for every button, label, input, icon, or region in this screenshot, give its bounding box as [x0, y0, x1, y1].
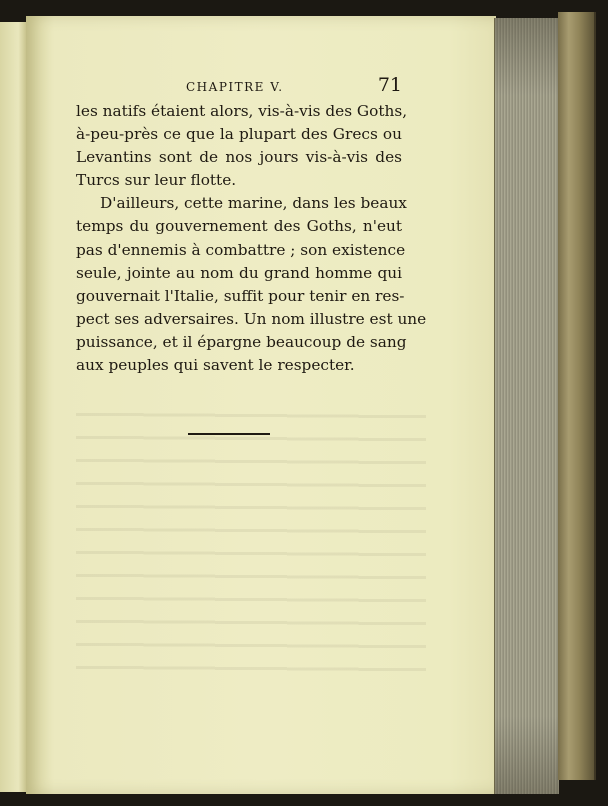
text-line: pect ses adversaires. Un nom illustre est une — [76, 309, 427, 328]
running-head — [76, 76, 402, 98]
text-line: pas d'ennemis à combattre ; son existence — [76, 240, 406, 259]
book-cover-edge — [558, 12, 596, 780]
chapter-label: CHAPITRE V. — [186, 80, 284, 94]
text-line: D'ailleurs, cette marine, dans les beaux — [100, 194, 407, 213]
text-line: Levantins sont de nos jours vis-à-vis des — [76, 148, 402, 167]
text-line: Turcs sur leur flotte. — [76, 171, 237, 190]
text-line: à-peu-près ce que la plupart des Grecs ou — [76, 125, 402, 144]
paragraph-1 — [76, 100, 408, 192]
facing-page-edge — [0, 22, 27, 792]
text-line: seule, jointe au nom du grand homme qui — [76, 263, 402, 282]
text-line: gouvernait l'Italie, suffit pour tenir en res- — [76, 286, 405, 305]
text-line: puissance, et il épargne beaucoup de sang — [76, 332, 407, 351]
text-line: les natifs étaient alors, vis-à-vis des Goths, — [76, 102, 408, 120]
page-block-edge — [494, 18, 559, 794]
show-through-texture — [76, 401, 426, 673]
text-line: aux peuples qui savent le respecter. — [76, 356, 355, 375]
body-text — [76, 100, 427, 377]
paragraph-2 — [76, 192, 427, 377]
text-line: temps du gouvernement des Goths, n'eut — [76, 217, 402, 236]
section-end-rule — [188, 433, 270, 435]
page-number: 71 — [377, 74, 402, 96]
